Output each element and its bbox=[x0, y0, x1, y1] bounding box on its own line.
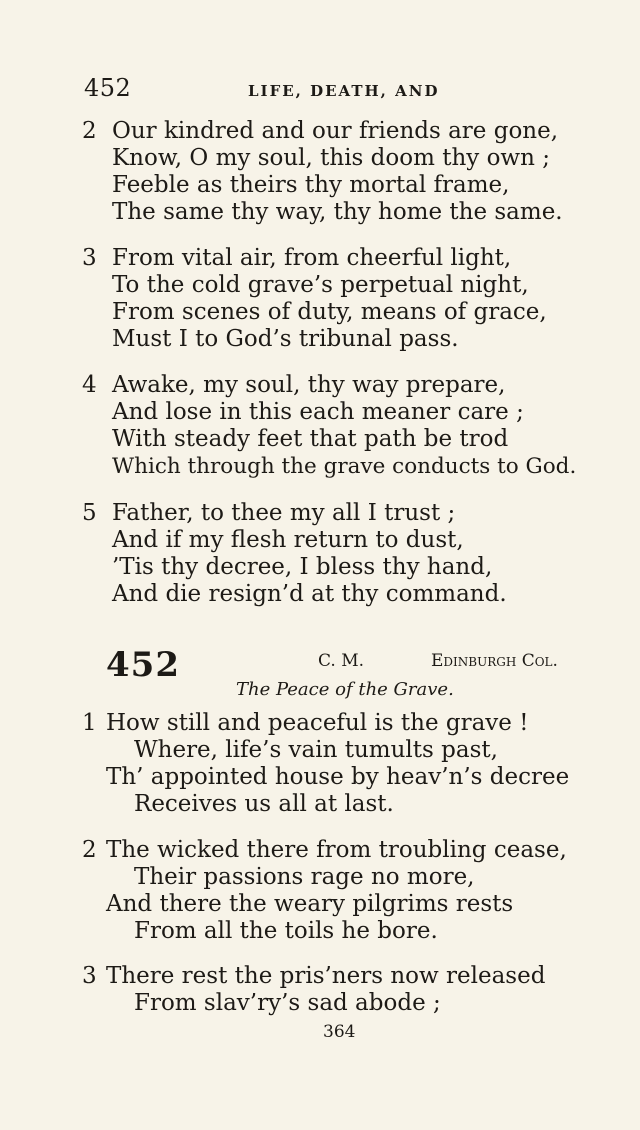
page-number: 452 bbox=[84, 74, 132, 102]
stanza-line: And there the weary pilgrims rests bbox=[106, 891, 514, 917]
stanza-line: And if my flesh return to dust, bbox=[112, 527, 464, 553]
stanza-line: There rest the pris’ners now released bbox=[106, 963, 546, 989]
stanza-line: From vital air, from cheerful light, bbox=[112, 245, 512, 271]
stanza-number: 1 bbox=[82, 710, 97, 736]
stanza-line: The same thy way, thy home the same. bbox=[112, 199, 563, 225]
hymn-meter: C. M. bbox=[318, 651, 365, 671]
footer-page-number: 364 bbox=[323, 1022, 356, 1042]
stanza-line: Awake, my soul, thy way prepare, bbox=[112, 372, 506, 398]
page-header bbox=[84, 74, 584, 104]
stanza-line: Their passions rage no more, bbox=[134, 864, 475, 890]
stanza-line: Our kindred and our friends are gone, bbox=[112, 118, 559, 144]
stanza-line: And die resign’d at thy command. bbox=[112, 581, 507, 607]
hymn-title: The Peace of the Grave. bbox=[236, 679, 454, 700]
stanza-line: From scenes of duty, means of grace, bbox=[112, 299, 547, 325]
stanza-line: Where, life’s vain tumults past, bbox=[134, 737, 498, 763]
stanza-number: 3 bbox=[82, 963, 97, 989]
stanza-line: To the cold grave’s perpetual night, bbox=[112, 272, 529, 298]
stanza-number: 3 bbox=[82, 245, 97, 271]
stanza-line: How still and peaceful is the grave ! bbox=[106, 710, 529, 736]
hymn-number: 452 bbox=[106, 645, 180, 685]
stanza-line: ’Tis thy decree, I bless thy hand, bbox=[112, 554, 493, 580]
stanza-line: And lose in this each meaner care ; bbox=[112, 399, 524, 425]
stanza-line: From slav’ry’s sad abode ; bbox=[134, 990, 441, 1016]
hymn-tune: Edinburgh Col. bbox=[431, 651, 558, 671]
stanza-line: Feeble as theirs thy mortal frame, bbox=[112, 172, 510, 198]
stanza-line: Father, to thee my all I trust ; bbox=[112, 500, 456, 526]
stanza-line: From all the toils he bore. bbox=[134, 918, 438, 944]
stanza-line: Receives us all at last. bbox=[134, 791, 394, 817]
running-head: LIFE, DEATH, AND bbox=[248, 82, 440, 100]
stanza-number: 2 bbox=[82, 118, 97, 144]
stanza-line: With steady feet that path be trod bbox=[112, 426, 509, 452]
stanza-number: 4 bbox=[82, 372, 97, 398]
stanza-line: Must I to God’s tribunal pass. bbox=[112, 326, 459, 352]
stanza-line: Know, O my soul, this doom thy own ; bbox=[112, 145, 550, 171]
stanza-number: 5 bbox=[82, 500, 97, 526]
stanza-number: 2 bbox=[82, 837, 97, 863]
stanza-line: Which through the grave conducts to God. bbox=[112, 454, 577, 479]
stanza-line: The wicked there from troubling cease, bbox=[106, 837, 567, 863]
stanza-line: Th’ appointed house by heav’n’s decree bbox=[106, 764, 570, 790]
